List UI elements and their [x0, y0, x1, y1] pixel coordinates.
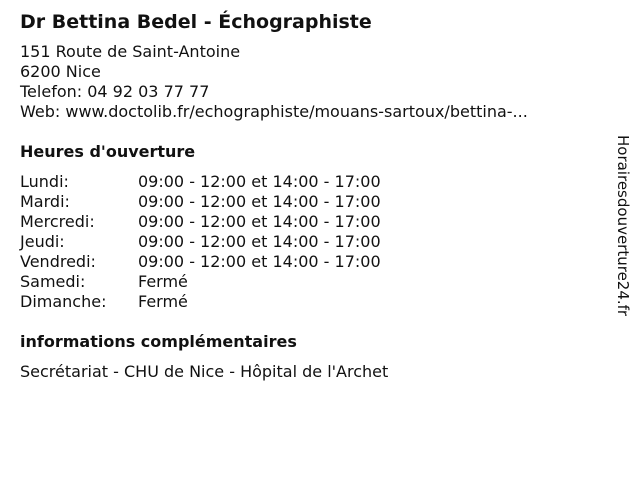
hours-row-wednesday: [20, 212, 600, 232]
time-value: 09:00 - 12:00 et 14:00 - 17:00: [138, 192, 381, 211]
hours-row-saturday: [20, 272, 600, 292]
hours-row-tuesday: [20, 192, 600, 212]
time-value: 09:00 - 12:00 et 14:00 - 17:00: [138, 172, 381, 191]
address-city: 6200 Nice: [20, 62, 101, 81]
website-link[interactable]: Web: www.doctolib.fr/echographiste/mouans-sartoux/bettina-...: [20, 102, 528, 121]
address-street: 151 Route de Saint-Antoine: [20, 42, 241, 61]
time-value: 09:00 - 12:00 et 14:00 - 17:00: [138, 232, 381, 251]
hours-row-sunday: [20, 292, 600, 312]
opening-hours-table: [20, 172, 600, 312]
hours-row-friday: [20, 252, 600, 272]
time-value: Fermé: [138, 272, 188, 291]
opening-hours-heading: Heures d'ouverture: [20, 142, 196, 161]
time-value: Fermé: [138, 292, 188, 311]
hours-row-thursday: [20, 232, 600, 252]
time-value: 09:00 - 12:00 et 14:00 - 17:00: [138, 212, 381, 231]
additional-info-text: Secrétariat - CHU de Nice - Hôpital de l'Archet: [20, 362, 389, 381]
day-label: Vendredi:: [20, 252, 96, 271]
contact-block: [20, 42, 600, 122]
page-title: Dr Bettina Bedel - Échographiste: [20, 11, 372, 33]
day-label: Jeudi:: [20, 232, 65, 251]
day-label: Mercredi:: [20, 212, 95, 231]
hours-row-monday: [20, 172, 600, 192]
time-value: 09:00 - 12:00 et 14:00 - 17:00: [138, 252, 381, 271]
day-label: Samedi:: [20, 272, 86, 291]
day-label: Dimanche:: [20, 292, 107, 311]
phone-number: Telefon: 04 92 03 77 77: [20, 82, 210, 101]
day-label: Mardi:: [20, 192, 70, 211]
day-label: Lundi:: [20, 172, 69, 191]
additional-info-heading: informations complémentaires: [20, 332, 297, 351]
listing-card: [20, 10, 600, 382]
site-watermark: Horairesdouverture24.fr: [614, 135, 632, 317]
